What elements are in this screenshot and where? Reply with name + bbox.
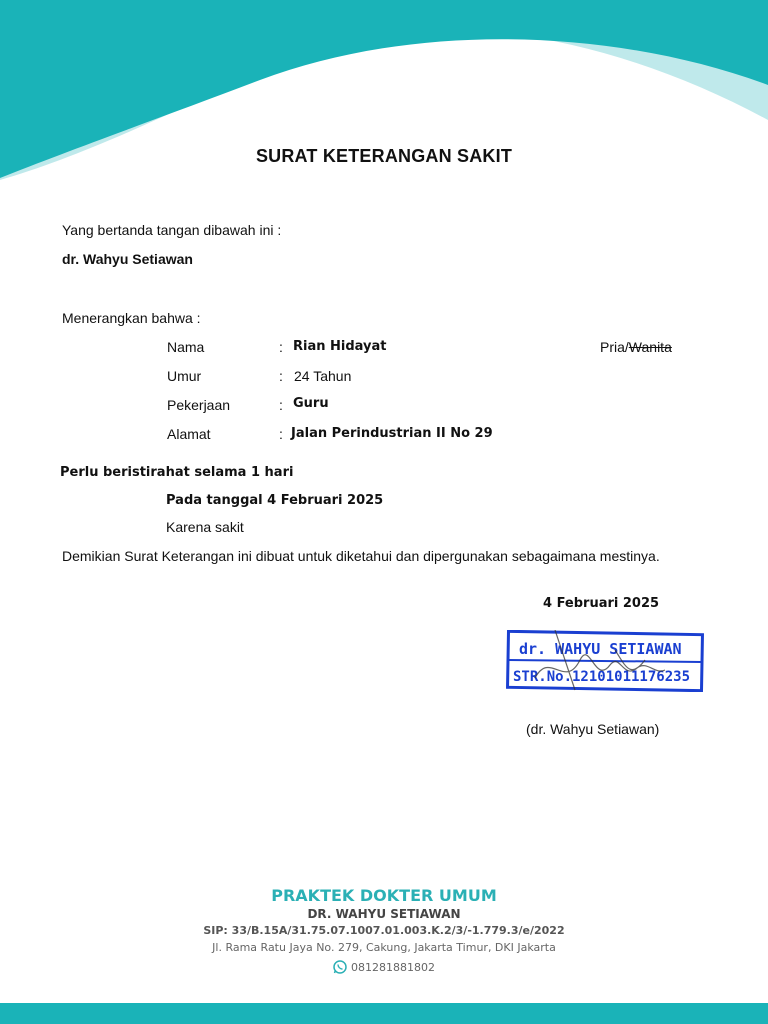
letter-title: SURAT KETERANGAN SAKIT xyxy=(255,146,513,166)
field-value-name: Rian Hidayat xyxy=(293,339,387,354)
field-label-age: Umur xyxy=(167,368,202,384)
field-value-age: 24 Tahun xyxy=(294,368,352,384)
closing-text: Demikian Surat Keterangan ini dibuat untuk diketahui dan dipergunakan sebagaimana mestinya. xyxy=(62,548,660,564)
doctor-stamp xyxy=(505,630,705,692)
gender-male: Pria/ xyxy=(600,339,629,355)
footer-phone-row xyxy=(0,960,768,974)
header-wave-decoration xyxy=(0,0,768,200)
field-colon-age: : xyxy=(279,368,283,384)
field-value-occupation: Guru xyxy=(293,396,329,411)
reason-text: Karena sakit xyxy=(166,519,244,535)
signatory-name: (dr. Wahyu Setiawan) xyxy=(526,721,660,737)
footer-sip: SIP: 33/B.15A/31.75.07.1007.01.003.K.2/3/-1.779.3/e/2022 xyxy=(203,924,565,937)
footer-doctor-name: DR. WAHYU SETIAWAN xyxy=(307,907,461,921)
gender-field xyxy=(600,339,672,355)
field-label-name: Nama xyxy=(167,339,205,355)
footer-address: Jl. Rama Ratu Jaya No. 279, Cakung, Jakarta Timur, DKI Jakarta xyxy=(212,941,556,954)
date-line: Pada tanggal 4 Februari 2025 xyxy=(166,493,384,508)
field-colon-name: : xyxy=(279,339,283,355)
footer-phone: 081281881802 xyxy=(351,961,435,974)
stamp-line-1: dr. WAHYU SETIAWAN xyxy=(519,640,682,658)
field-label-occupation: Pekerjaan xyxy=(167,397,231,413)
rest-line: Perlu beristirahat selama 1 hari xyxy=(60,465,294,480)
intro-text: Yang bertanda tangan dibawah ini : xyxy=(62,222,282,238)
explains-text: Menerangkan bahwa : xyxy=(62,310,201,326)
stamp-line-2: STR.No.12101011176235 xyxy=(513,669,691,685)
field-colon-address: : xyxy=(279,426,283,442)
footer-practice-title: PRAKTEK DOKTER UMUM xyxy=(271,886,497,905)
whatsapp-icon xyxy=(333,960,347,974)
footer-bar-decoration xyxy=(0,1003,768,1024)
gender-female-struck: Wanita xyxy=(628,339,672,355)
sign-date: 4 Februari 2025 xyxy=(543,596,660,611)
doctor-name: dr. Wahyu Setiawan xyxy=(62,251,193,267)
field-colon-occupation: : xyxy=(279,397,283,413)
field-label-address: Alamat xyxy=(167,426,211,442)
field-value-address: Jalan Perindustrian II No 29 xyxy=(291,426,493,441)
